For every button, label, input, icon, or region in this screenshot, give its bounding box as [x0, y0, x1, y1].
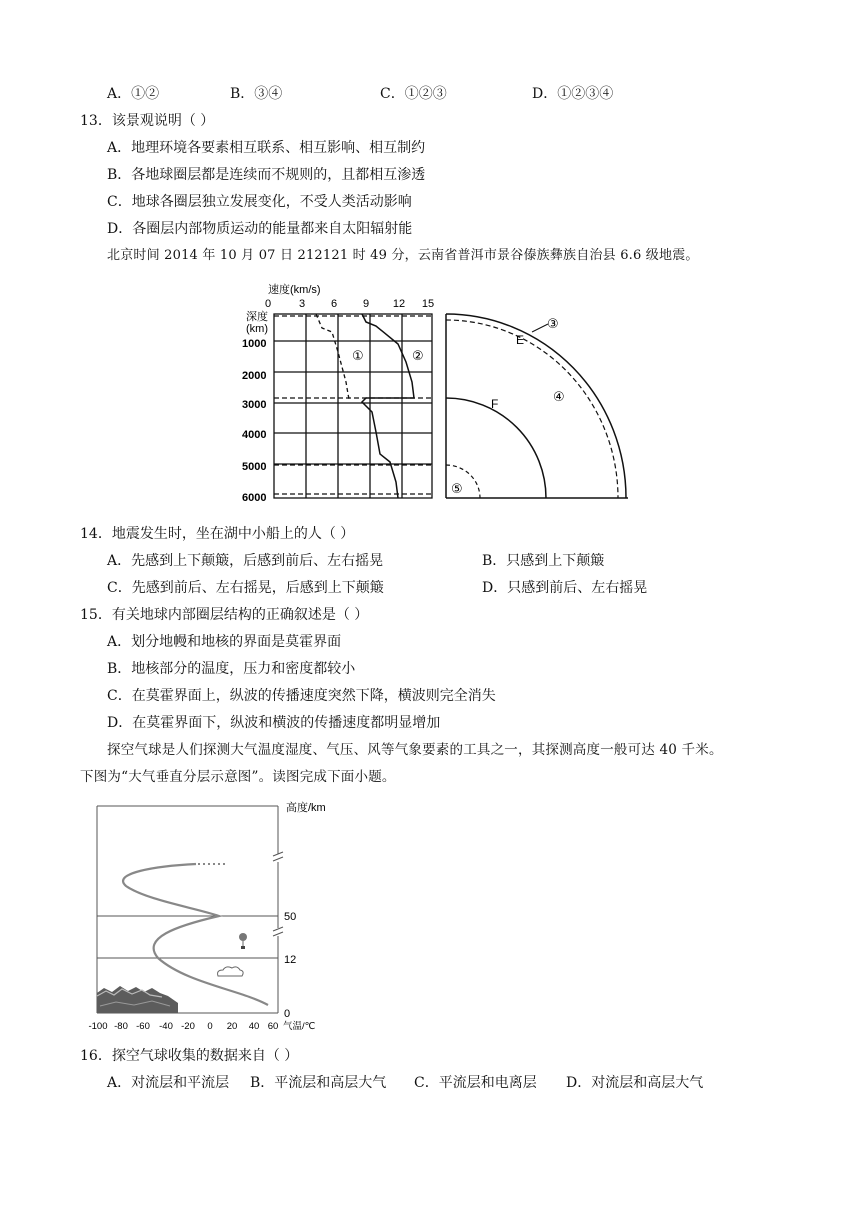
quake-intro: 北京时间 2014 年 10 月 07 日 212121 时 49 分，云南省普洱市景谷傣族彝族自治县 6.6 级地震。: [107, 248, 699, 263]
depth-tick: 3000: [242, 399, 267, 411]
depth-tick: 4000: [242, 429, 267, 441]
q16-option-b[interactable]: B．平流层和高层大气: [250, 1075, 387, 1091]
q12-option-b[interactable]: B．③④: [230, 86, 283, 102]
q13-stem: 13．该景观说明（ ）: [80, 113, 215, 129]
boundary-lines: [274, 316, 432, 494]
speed-tick: 0: [264, 298, 272, 310]
q16-option-a[interactable]: A．对流层和平流层: [107, 1075, 230, 1091]
q13-option-c[interactable]: C．地球各圈层独立发展变化，不受人类活动影响: [107, 194, 412, 210]
height-axis-label: 高度/km: [286, 802, 326, 814]
q14-option-a[interactable]: A．先感到上下颠簸，后感到前后、左右摇晃: [107, 553, 384, 569]
curve-label-2: ②: [412, 348, 424, 363]
earth-quadrant: [446, 314, 628, 498]
speed-tick: 3: [298, 298, 306, 310]
speed-tick: 9: [362, 298, 370, 310]
depth-tick: 5000: [242, 461, 267, 473]
alt-tick-50: 50: [284, 911, 297, 923]
layer-label-5: ⑤: [451, 481, 463, 496]
speed-tick: 12: [392, 298, 406, 310]
q13-option-b[interactable]: B．各地球圈层都是连续而不规则的，且都相互渗透: [107, 167, 426, 183]
depth-tick: 2000: [242, 370, 267, 382]
depth-tick: 6000: [242, 492, 267, 504]
temp-tick: -20: [181, 1021, 195, 1032]
q14-stem: 14．地震发生时，坐在湖中小船上的人（ ）: [80, 526, 355, 542]
q16-option-d[interactable]: D．对流层和高层大气: [566, 1075, 704, 1091]
temp-tick: -60: [136, 1021, 150, 1032]
depth-tick: 1000: [242, 338, 267, 350]
q13-option-d[interactable]: D．各圈层内部物质运动的能量都来自太阳辐射能: [107, 221, 413, 237]
temperature-curve: [123, 864, 268, 1005]
temp-axis-label: 气温/℃: [283, 1021, 316, 1032]
temp-tick: 20: [226, 1021, 238, 1032]
layer-label-4: ④: [553, 389, 565, 404]
s-wave-curve: [316, 314, 349, 399]
balloon-intro: 探空气球是人们探测大气温度湿度、气压、风等气象要素的工具之一，其探测高度一般可达 40 千米。: [107, 742, 723, 758]
q13-option-a[interactable]: A．地理环境各要素相互联系、相互影响、相互制约: [107, 140, 426, 156]
speed-tick: 6: [330, 298, 338, 310]
temp-tick: 40: [248, 1021, 260, 1032]
grid: [274, 314, 432, 498]
speed-axis-label: 速度(km/s): [268, 284, 321, 296]
boundary-label-f: F: [491, 397, 499, 411]
q16-stem: 16．探空气球收集的数据来自（ ）: [80, 1048, 299, 1064]
mountain-icon: [97, 986, 178, 1013]
temp-tick: -80: [114, 1021, 128, 1032]
temp-tick: 60: [267, 1021, 279, 1032]
boundary-label-e: E: [516, 333, 525, 347]
temp-tick: 0: [207, 1021, 213, 1032]
q16-option-c[interactable]: C．平流层和电离层: [414, 1075, 537, 1091]
temp-tick: -100: [88, 1021, 108, 1032]
q15-option-a[interactable]: A．划分地幔和地核的界面是莫霍界面: [107, 634, 342, 650]
q15-stem: 15．有关地球内部圈层结构的正确叙述是（ ）: [80, 607, 369, 623]
speed-tick: 15: [421, 298, 435, 310]
q14-option-d[interactable]: D．只感到前后、左右摇晃: [482, 580, 648, 596]
q12-option-c[interactable]: C．①②③: [380, 86, 447, 102]
balloon-instruction: 下图为“大气垂直分层示意图”。读图完成下面小题。: [80, 769, 396, 785]
q15-option-c[interactable]: C．在莫霍界面上，纵波的传播速度突然下降，横波则完全消失: [107, 688, 496, 704]
q14-option-c[interactable]: C．先感到前后、左右摇晃，后感到上下颠簸: [107, 580, 384, 596]
layer-label-3: ③: [547, 316, 559, 331]
q15-option-d[interactable]: D．在莫霍界面下，纵波和横波的传播速度都明显增加: [107, 715, 441, 731]
curve-label-1: ①: [352, 348, 364, 363]
q12-option-a[interactable]: A．①②: [107, 86, 160, 102]
q15-option-b[interactable]: B．地核部分的温度，压力和密度都较小: [107, 661, 356, 677]
alt-tick-0: 0: [284, 1008, 291, 1020]
depth-axis-unit: (km): [246, 323, 268, 335]
cloud-icon: [218, 967, 244, 976]
atmosphere-figure: [86, 798, 346, 1034]
alt-tick-12: 12: [284, 954, 297, 966]
seismic-figure: [236, 282, 628, 506]
depth-axis-label: 深度: [246, 311, 268, 323]
temp-tick: -40: [159, 1021, 173, 1032]
q14-option-b[interactable]: B．只感到上下颠簸: [482, 553, 605, 569]
balloon-icon: [239, 933, 247, 949]
q12-option-d[interactable]: D．①②③④: [532, 86, 614, 102]
